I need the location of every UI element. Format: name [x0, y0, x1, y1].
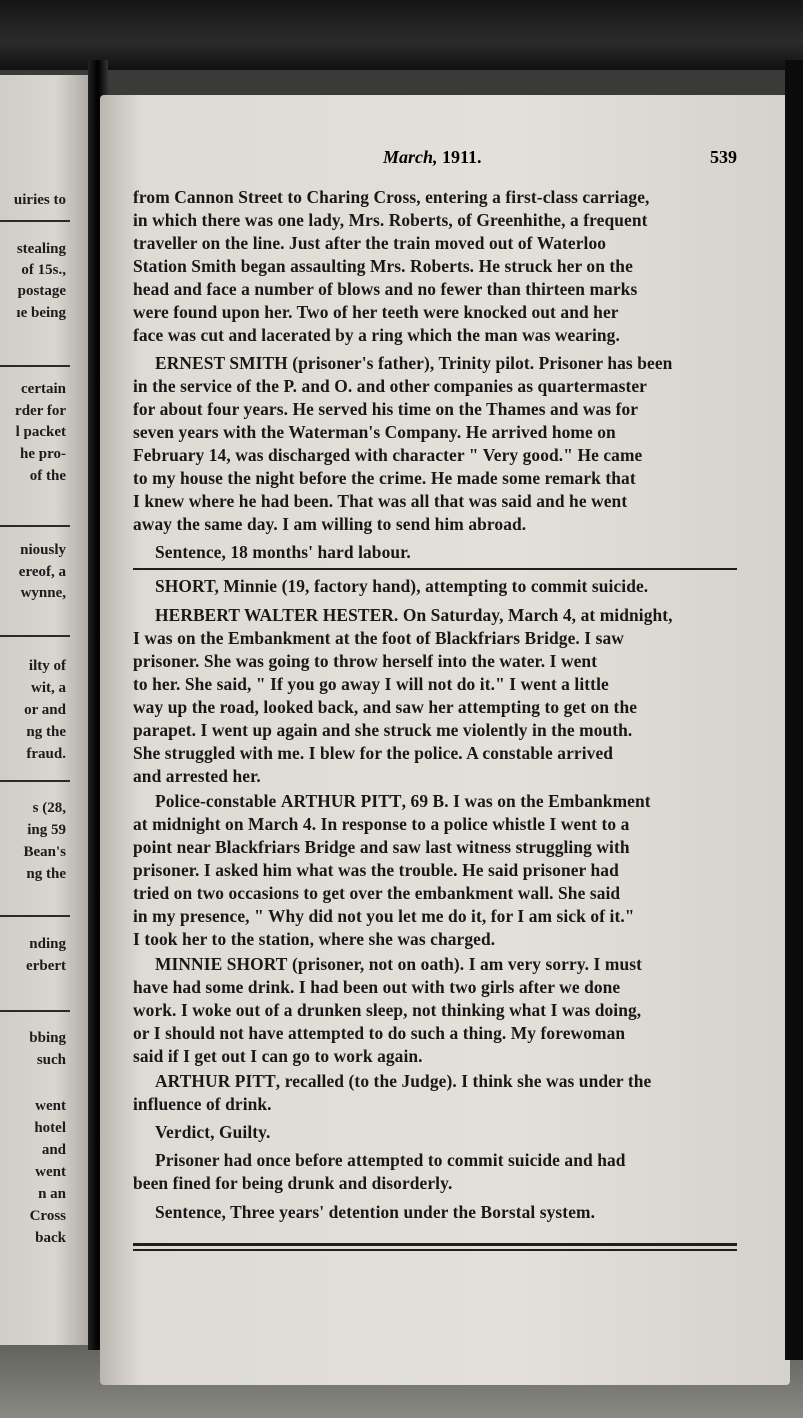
text-line: head and face a number of blows and no fewer than thirteen marks	[133, 279, 638, 299]
left-fragment: ng the	[26, 724, 66, 740]
left-fragment: fraud.	[26, 746, 66, 762]
left-fragment: ng the	[26, 866, 66, 882]
text-line: have had some drink. I had been out with two girls after we done	[133, 977, 621, 997]
left-fragment: wit, a	[31, 680, 66, 696]
text-line: I took her to the station, where she was charged.	[133, 929, 496, 949]
left-fragment: Cross	[29, 1208, 66, 1224]
text-line: in my presence, " Why did not you let me do it, for I am sick of it."	[133, 906, 635, 926]
text-line: tried on two occasions to get over the embankment wall. She said	[133, 883, 621, 903]
background-top	[0, 0, 803, 70]
text-line: been fined for being drunk and disorderly.	[133, 1173, 453, 1193]
end-rule-top	[133, 1243, 737, 1246]
text-line: influence of drink.	[133, 1094, 272, 1114]
sentence-line: Sentence, Three years' detention under the Borstal system.	[155, 1202, 596, 1222]
left-fragment: and	[41, 1142, 66, 1158]
page-number: 539	[710, 147, 737, 167]
left-fragment: Bean's	[23, 844, 66, 860]
text-line: February 14, was discharged with character " Very good." He came	[133, 445, 643, 465]
left-fragment: of the	[29, 468, 66, 484]
text-line: I knew where he had been. That was all that was said and he went	[133, 491, 628, 511]
testimony-line: HERBERT WALTER HESTER. On Saturday, March 4, at midnight,	[155, 605, 673, 625]
left-fragment: ing 59	[27, 822, 66, 838]
left-fragment: went	[35, 1098, 66, 1114]
left-fragment: back	[35, 1230, 66, 1246]
left-rule	[0, 635, 70, 637]
left-rule	[0, 365, 70, 367]
page-edge-shadow	[785, 60, 803, 1360]
case-heading: SHORT, Minnie (19, factory hand), attempting to commit suicide.	[155, 576, 649, 596]
left-fragment: or and	[24, 702, 66, 718]
text-line: point near Blackfriars Bridge and saw last witness struggling with	[133, 837, 630, 857]
left-rule	[0, 780, 70, 782]
left-fragment: ıe being	[16, 305, 66, 321]
left-fragment: such	[36, 1052, 66, 1068]
running-head-title: March, 1911.	[383, 147, 482, 167]
text-line: She struggled with me. I blew for the police. A constable arrived	[133, 743, 614, 763]
testimony-line: ERNEST SMITH (prisoner's father), Trinity pilot. Prisoner has been	[155, 353, 673, 373]
witness-name: ARTHUR PITT	[280, 791, 402, 811]
left-fragment: s (28,	[32, 800, 66, 816]
left-fragment: ereof, a	[18, 564, 66, 580]
text-line: Prisoner had once before attempted to commit suicide and had	[155, 1150, 626, 1170]
text-line: and arrested her.	[133, 766, 261, 786]
text-line: work. I woke out of a drunken sleep, not thinking what I was doing,	[133, 1000, 642, 1020]
text-line: prisoner. I asked him what was the trouble. He said prisoner had	[133, 860, 619, 880]
text-line: from Cannon Street to Charing Cross, entering a first-class carriage,	[133, 187, 650, 207]
left-fragment: uiries to	[13, 192, 66, 208]
left-fragment: bbing	[29, 1030, 66, 1046]
left-fragment: wynne,	[20, 585, 66, 601]
left-fragment: niously	[20, 542, 66, 558]
section-rule	[133, 568, 737, 570]
witness-name: MINNIE SHORT	[155, 954, 288, 974]
text-line: parapet. I went up again and she struck me violently in the mouth.	[133, 720, 633, 740]
text-line: seven years with the Waterman's Company. He arrived home on	[133, 422, 616, 442]
text-line: at midnight on March 4. In response to a police whistle I went to a	[133, 814, 630, 834]
running-head	[133, 147, 743, 171]
text-line: way up the road, looked back, and saw her attempting to get on the	[133, 697, 638, 717]
text-line: face was cut and lacerated by a ring which the man was wearing.	[133, 325, 620, 345]
end-rule-bottom	[133, 1249, 737, 1251]
witness-name: ARTHUR PITT	[155, 1071, 276, 1091]
left-fragment: rder for	[15, 403, 66, 419]
text-line: away the same day. I am willing to send him abroad.	[133, 514, 527, 534]
text-line: to my house the night before the crime. He made some remark that	[133, 468, 636, 488]
verdict-line: Verdict, Guilty.	[155, 1122, 271, 1142]
text-line: in the service of the P. and O. and other companies as quartermaster	[133, 376, 647, 396]
sentence-line: Sentence, 18 months' hard labour.	[155, 542, 411, 562]
left-page-edge	[0, 75, 92, 1345]
text-line: for about four years. He served his time on the Thames and was for	[133, 399, 639, 419]
text-line: Station Smith began assaulting Mrs. Roberts. He struck her on the	[133, 256, 633, 276]
text-line: or I should not have attempted to do such a thing. My forewoman	[133, 1023, 626, 1043]
left-fragment: postage	[17, 283, 66, 299]
text-line: in which there was one lady, Mrs. Roberts, of Greenhithe, a frequent	[133, 210, 648, 230]
left-fragment: certain	[21, 381, 66, 397]
text-line: said if I get out I can go to work again.	[133, 1046, 423, 1066]
left-rule	[0, 525, 70, 527]
left-fragment: ilty of	[28, 658, 66, 674]
witness-name: ERNEST SMITH	[155, 353, 288, 373]
left-rule	[0, 915, 70, 917]
text-line: I was on the Embankment at the foot of Blackfriars Bridge. I saw	[133, 628, 624, 648]
testimony-line: ARTHUR PITT, recalled (to the Judge). I think she was under the	[155, 1071, 652, 1091]
text-line: to her. She said, " If you go away I will not do it." I went a little	[133, 674, 609, 694]
left-fragment: stealing	[16, 241, 66, 257]
text-line: were found upon her. Two of her teeth were knocked out and her	[133, 302, 619, 322]
left-fragment: l packet	[15, 424, 66, 440]
text-line: traveller on the line. Just after the train moved out of Waterloo	[133, 233, 607, 253]
text-line: prisoner. She was going to throw herself into the water. I went	[133, 651, 598, 671]
left-fragment: nding	[29, 936, 66, 952]
left-fragment: n an	[38, 1186, 66, 1202]
left-fragment: went	[35, 1164, 66, 1180]
testimony-line: MINNIE SHORT (prisoner, not on oath). I am very sorry. I must	[155, 954, 642, 974]
left-fragment: erbert	[26, 958, 66, 974]
left-fragment: of 15s.,	[21, 262, 66, 278]
testimony-line: Police-constable ARTHUR PITT, 69 B. I was on the Embankment	[155, 791, 651, 811]
left-rule	[0, 1010, 70, 1012]
left-fragment: he pro-	[20, 446, 66, 462]
left-rule	[0, 220, 70, 222]
witness-name: HERBERT WALTER HESTER.	[155, 605, 399, 625]
left-fragment: hotel	[34, 1120, 66, 1136]
